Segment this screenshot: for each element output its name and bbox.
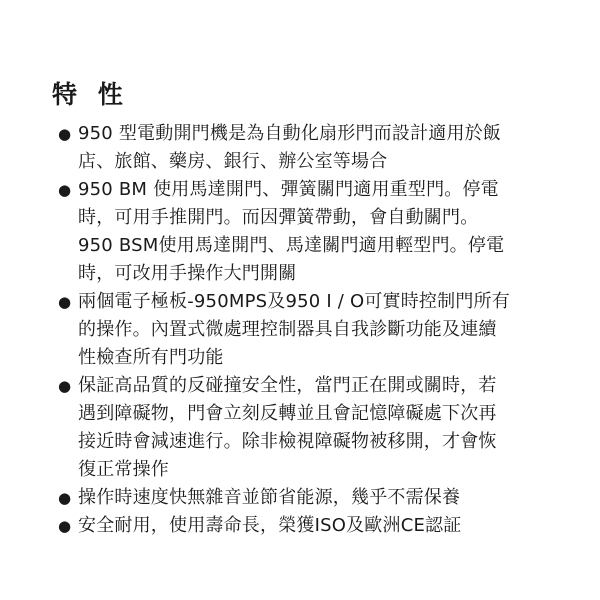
bullet-icon: ● bbox=[58, 517, 72, 535]
feature-line: 性檢查所有門功能 bbox=[78, 347, 224, 368]
feature-line: 安全耐用，使用壽命長，榮獲ISO及歐洲CE認証 bbox=[78, 515, 462, 536]
feature-line: 遇到障礙物，門會立刻反轉並且會記憶障礙處下次再 bbox=[78, 403, 497, 424]
feature-line: 950 型電動開門機是為自動化扇形門而設計適用於飯 bbox=[78, 123, 502, 144]
bullet-icon: ● bbox=[58, 489, 72, 507]
feature-text bbox=[78, 120, 582, 176]
bullet-icon: ● bbox=[58, 181, 72, 199]
feature-line: 兩個電子極板-950MPS及950 I / O可實時控制門所有 bbox=[78, 291, 510, 312]
feature-line: 時，可改用手操作大門開關 bbox=[78, 263, 297, 284]
feature-item bbox=[52, 372, 582, 484]
bullet-icon: ● bbox=[58, 293, 72, 311]
feature-line: 保証高品質的反碰撞安全性，當門正在開或關時，若 bbox=[78, 375, 497, 396]
feature-line: 時，可用手推開門。而因彈簧帶動，會自動關門。 bbox=[78, 207, 479, 228]
feature-item bbox=[52, 512, 582, 540]
feature-item bbox=[52, 484, 582, 512]
feature-item bbox=[52, 120, 582, 176]
feature-line: 950 BSM使用馬達開門、馬達關門適用輕型門。停電 bbox=[78, 235, 505, 256]
feature-text bbox=[78, 512, 582, 540]
feature-line: 操作時速度快無雜音並節省能源，幾乎不需保養 bbox=[78, 487, 461, 508]
feature-item bbox=[52, 176, 582, 288]
feature-line: 的操作。內置式微處理控制器具自我診斷功能及連續 bbox=[78, 319, 497, 340]
feature-line: 950 BM 使用馬達開門、彈簧關門適用重型門。停電 bbox=[78, 179, 499, 200]
feature-text bbox=[78, 176, 582, 288]
feature-text bbox=[78, 288, 582, 372]
feature-text bbox=[78, 484, 582, 512]
feature-list bbox=[52, 120, 582, 540]
section-title: 特 性 bbox=[52, 80, 129, 109]
feature-text bbox=[78, 372, 582, 484]
feature-item bbox=[52, 288, 582, 372]
bullet-icon: ● bbox=[58, 125, 72, 143]
feature-line: 店、旅館、藥房、銀行、辦公室等場合 bbox=[78, 151, 388, 172]
feature-line: 接近時會減速進行。除非檢視障礙物被移開，才會恢 bbox=[78, 431, 497, 452]
feature-line: 復正常操作 bbox=[78, 459, 169, 480]
bullet-icon: ● bbox=[58, 377, 72, 395]
